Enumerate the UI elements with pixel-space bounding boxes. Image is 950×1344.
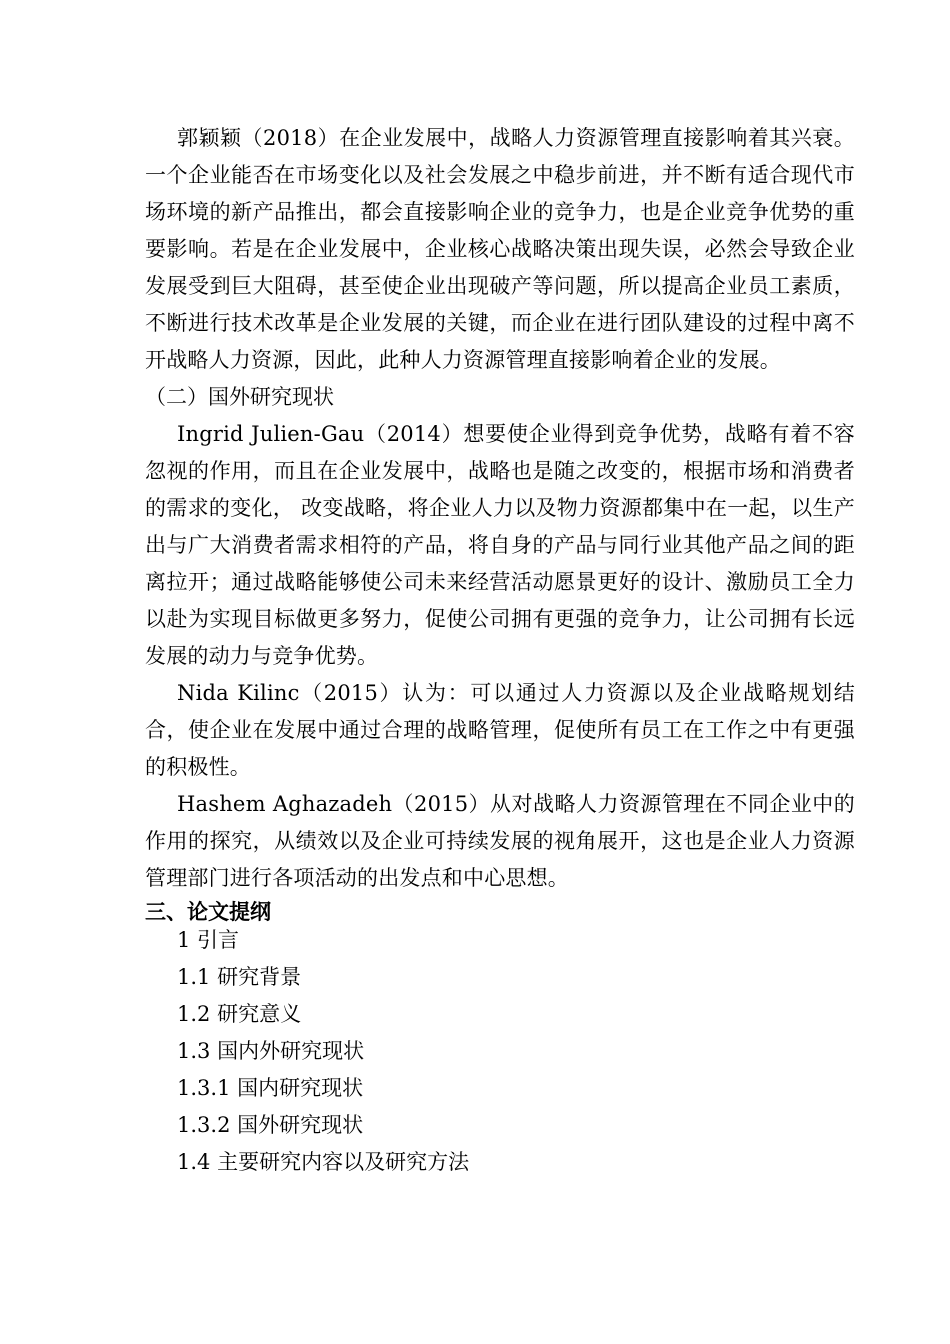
outline-item: 1.2 研究意义: [177, 1002, 302, 1026]
outline-item: 1.1 研究背景: [177, 965, 302, 989]
paragraph-nida-kilinc: Nida Kilinc（2015）认为：可以通过人力资源以及企业战略规划结合，使企业在发展中通过合理的战略管理，促使所有员工在工作之中有更强的积极性。: [145, 681, 855, 779]
document-body: [145, 120, 855, 1181]
outline-item: 1.4 主要研究内容以及研究方法: [177, 1150, 470, 1174]
paragraph-hashem-aghazadeh: Hashem Aghazadeh（2015）从对战略人力资源管理在不同企业中的作用的探究，从绩效以及企业可持续发展的视角展开，这也是企业人力资源管理部门进行各项活动的出发点和中心思想。: [145, 792, 855, 890]
outline-item: 1 引言: [177, 928, 240, 952]
section-heading-foreign-research: （二）国外研究现状: [145, 385, 334, 409]
outline-title: 三、论文提纲: [145, 899, 271, 924]
outline-item: 1.3.2 国外研究现状: [177, 1113, 364, 1137]
outline-item: 1.3 国内外研究现状: [177, 1039, 365, 1063]
paragraph-guo-yingying: 郭颖颖（2018）在企业发展中，战略人力资源管理直接影响着其兴衰。一个企业能否在市场变化以及社会发展之中稳步前进，并不断有适合现代市场环境的新产品推出，都会直接影响企业的竞争力，也是企业竞争优势的重要影响。若是在企业发展中，企业核心战略决策出现失误，必然会导致企业发展受到巨大阻碍，甚至使企业出现破产等问题，所以提高企业员工素质，不断进行技术改革是企业发展的关键，而企业在进行团队建设的过程中离不开战略人力资源，因此，此种人力资源管理直接影响着企业的发展。: [145, 126, 855, 372]
paragraph-ingrid-julien-gau: Ingrid Julien-Gau（2014）想要使企业得到竞争优势，战略有着不容忽视的作用，而且在企业发展中，战略也是随之改变的，根据市场和消费者的需求的变化， 改变战略，将企业人力以及物力资源都集中在一起，以生产出与广大消费者需求相符的产品，将自身的产品与同行业其他产品之间的距离拉开；通过战略能够使公司未来经营活动愿景更好的设计、激励员工全力以赴为实现目标做更多努力，促使公司拥有更强的竞争力，让公司拥有长远发展的动力与竞争优势。: [145, 422, 855, 668]
outline-list: [145, 927, 855, 1181]
outline-item: 1.3.1 国内研究现状: [177, 1076, 364, 1100]
